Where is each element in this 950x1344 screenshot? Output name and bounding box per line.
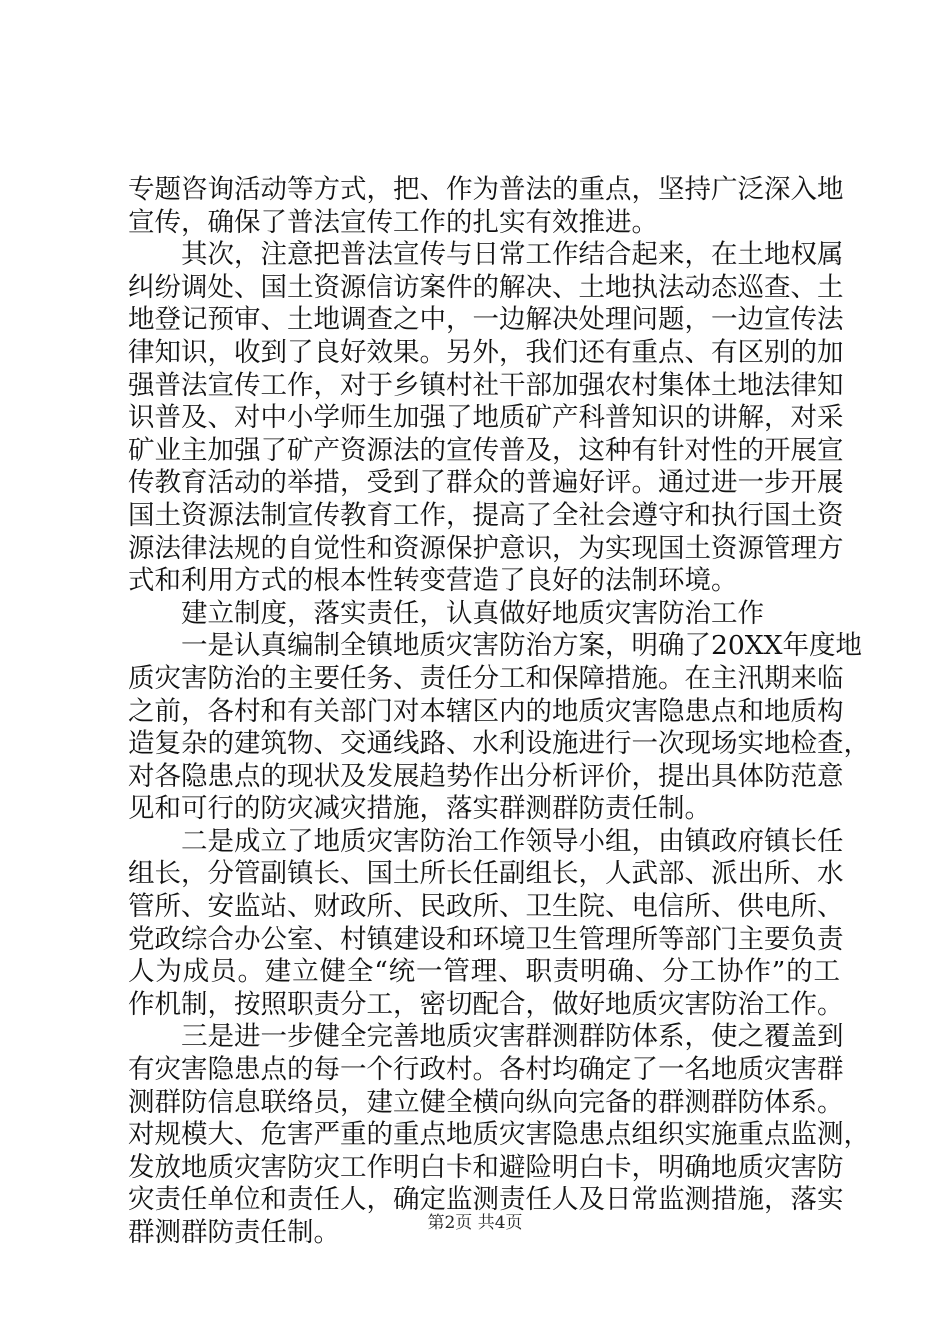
text-line: 人为成员。建立健全“统一管理、职责明确、分工协作”的工 bbox=[128, 956, 840, 988]
text-line: 对各隐患点的现状及发展趋势作出分析评价，提出具体防范意 bbox=[128, 760, 844, 792]
paragraph-start-line: 二是成立了地质灾害防治工作领导小组，由镇政府镇长任 bbox=[181, 825, 844, 857]
text-line: 式和利用方式的根本性转变营造了良好的法制环境。 bbox=[128, 565, 738, 597]
text-line: 作机制，按照职责分工，密切配合，做好地质灾害防治工作。 bbox=[128, 988, 844, 1020]
text-line: 源法律法规的自觉性和资源保护意识，为实现国土资源管理方 bbox=[128, 532, 844, 564]
text-line: 地登记预审、土地调查之中，一边解决处理问题，一边宣传法 bbox=[128, 304, 844, 336]
text-line: 群测群防责任制。 bbox=[128, 1217, 340, 1248]
text-line: 律知识，收到了良好效果。另外，我们还有重点、有区别的加 bbox=[128, 336, 844, 368]
paragraph-start-line: 一是认真编制全镇地质灾害防治方案，明确了20XX年度地 bbox=[181, 630, 862, 662]
text-line: 发放地质灾害防灾工作明白卡和避险明白卡，明确地质灾害防 bbox=[128, 1151, 844, 1183]
text-line: 纠纷调处、国土资源信访案件的解决、土地执法动态巡查、土 bbox=[128, 271, 844, 303]
page-number-footer: 第2页 共4页 bbox=[427, 1213, 523, 1233]
text-line: 党政综合办公室、村镇建设和环境卫生管理所等部门主要负责 bbox=[128, 923, 844, 955]
text-line: 灾责任单位和责任人，确定监测责任人及日常监测措施，落实 bbox=[128, 1184, 844, 1216]
text-line: 强普法宣传工作，对于乡镇村社干部加强农村集体土地法律知 bbox=[128, 369, 844, 401]
text-line: 国土资源法制宣传教育工作，提高了全社会遵守和执行国土资 bbox=[128, 499, 844, 531]
text-line: 造复杂的建筑物、交通线路、水利设施进行一次现场实地检查， bbox=[128, 728, 870, 760]
paragraph-start-line: 其次，注意把普法宣传与日常工作结合起来，在土地权属 bbox=[181, 239, 844, 271]
text-line: 管所、安监站、财政所、民政所、卫生院、电信所、供电所、 bbox=[128, 891, 844, 923]
text-line: 测群防信息联络员，建立健全横向纵向完备的群测群防体系。 bbox=[128, 1086, 844, 1118]
text-line: 见和可行的防灾减灾措施，落实群测群防责任制。 bbox=[128, 793, 711, 825]
section-heading: 建立制度，落实责任，认真做好地质灾害防治工作 bbox=[181, 597, 764, 629]
paragraph-start-line: 三是进一步健全完善地质灾害群测群防体系，使之覆盖到 bbox=[181, 1021, 844, 1053]
text-line: 专题咨询活动等方式，把、作为普法的重点，坚持广泛深入地 bbox=[128, 174, 844, 205]
text-line: 有灾害隐患点的每一个行政村。各村均确定了一名地质灾害群 bbox=[128, 1054, 844, 1086]
text-line: 传教育活动的举措，受到了群众的普遍好评。通过进一步开展 bbox=[128, 467, 844, 499]
text-line: 之前，各村和有关部门对本辖区内的地质灾害隐患点和地质构 bbox=[128, 695, 844, 727]
text-line: 质灾害防治的主要任务、责任分工和保障措施。在主汛期来临 bbox=[128, 662, 844, 694]
text-line: 组长，分管副镇长、国土所长任副组长，人武部、派出所、水 bbox=[128, 858, 844, 890]
document-body bbox=[128, 174, 870, 1250]
text-line: 矿业主加强了矿产资源法的宣传普及，这种有针对性的开展宣 bbox=[128, 434, 844, 466]
text-line: 对规模大、危害严重的重点地质灾害隐患点组织实施重点监测， bbox=[128, 1119, 870, 1151]
text-line: 宣传，确保了普法宣传工作的扎实有效推进。 bbox=[128, 206, 658, 238]
text-line: 识普及、对中小学师生加强了地质矿产科普知识的讲解，对采 bbox=[128, 402, 844, 434]
